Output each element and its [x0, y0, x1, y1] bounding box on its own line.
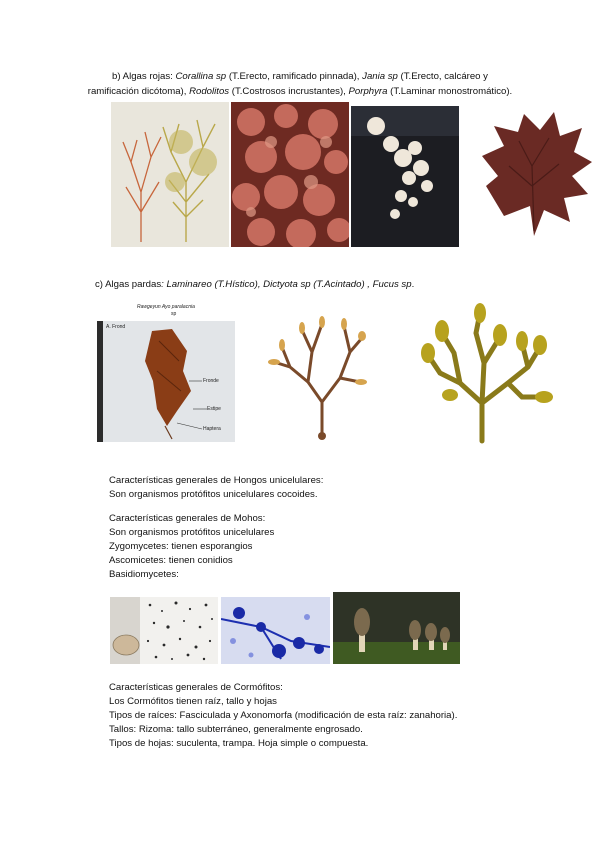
section-b-line2 — [40, 85, 560, 99]
cormofitos-title: Características generales de Cormófitos: — [109, 682, 283, 693]
species-name: Rodolitos — [189, 86, 230, 97]
dictyota-photo — [260, 312, 370, 442]
text: (T.Erecto, calcáreo y — [397, 71, 488, 82]
species-list: : Laminareo (T.Hístico), Dictyota sp (T.Acintado) , Fucus sp — [161, 279, 412, 290]
text: b) Algas rojas: — [112, 71, 176, 82]
text: (T.Erecto, ramificado pinnada), — [226, 71, 363, 82]
text: . — [411, 279, 415, 290]
section-c-heading — [95, 278, 414, 292]
rodolitos-photo — [351, 106, 459, 247]
text: ramificación dicótoma), — [87, 86, 190, 97]
porphyra-photo — [474, 106, 596, 244]
text: c) Algas pardas — [95, 279, 162, 290]
species-name: Jania sp — [362, 71, 398, 82]
photo-caption-sub: sp — [171, 311, 177, 317]
hongos-title: Características generales de Hongos unicelulares: — [109, 475, 324, 486]
yeast-colony-photo — [110, 597, 218, 664]
text: (T.Costrosos incrustantes), — [229, 86, 349, 97]
corallina-photo — [111, 102, 229, 247]
cormofitos-line: Tipos de hojas: suculenta, trampa. Hoja simple o compuesta. — [109, 738, 369, 749]
photo-arrow-label: Fronde — [203, 378, 219, 384]
hongos-line: Son organismos protófitos unicelulares cocoides. — [109, 489, 318, 500]
mohos-line: Ascomicetes: tienen conidios — [109, 555, 233, 566]
cormofitos-line: Los Cormófitos tienen raíz, tallo y hojas — [109, 696, 277, 707]
photo-caption: Rawgeyun Ayo paralacnia — [137, 304, 195, 310]
photo-arrow-label: Estipe — [207, 406, 221, 412]
species-name: Porphyra — [348, 86, 388, 97]
cormofitos-line: Tallos: Rizoma: tallo subterráneo, generalmente engrosado. — [109, 724, 363, 735]
jania-photo — [231, 102, 349, 247]
species-name: Corallina sp — [175, 71, 227, 82]
section-b-line1 — [40, 70, 560, 84]
mohos-title: Características generales de Mohos: — [109, 513, 266, 524]
mohos-line: Son organismos protófitos unicelulares — [109, 527, 275, 538]
cormofitos-line: Tipos de raíces: Fasciculada y Axonomorfa (modificación de esta raíz: zanahoria). — [109, 710, 458, 721]
mold-microscope-photo — [221, 597, 330, 664]
photo-corner-label: A. Frond — [106, 324, 126, 330]
laminaria-photo — [97, 301, 235, 442]
mohos-line: Zygomycetes: tienen esporangios — [109, 541, 253, 552]
photo-arrow-label: Haptera — [203, 426, 221, 432]
mohos-line: Basidiomycetes: — [109, 569, 179, 580]
text: (T.Laminar monostromático). — [387, 86, 513, 97]
morel-mushrooms-photo — [333, 592, 460, 664]
fucus-photo — [410, 303, 555, 445]
